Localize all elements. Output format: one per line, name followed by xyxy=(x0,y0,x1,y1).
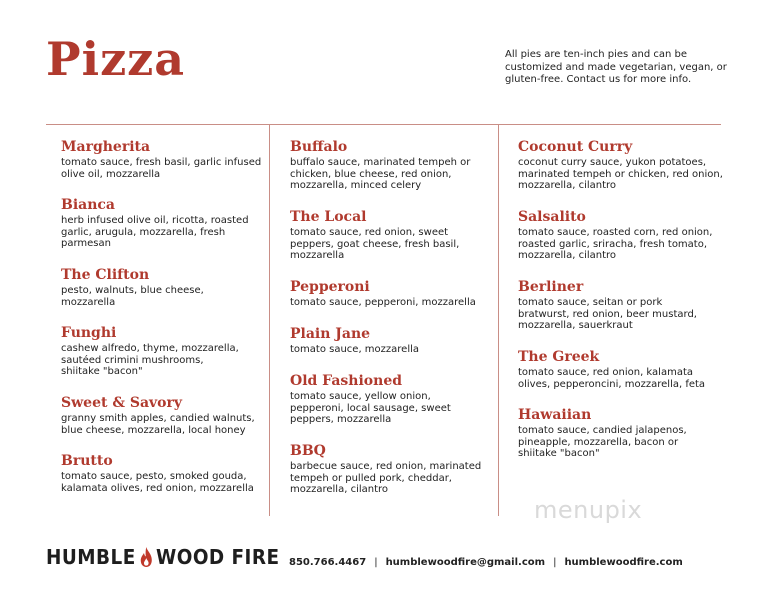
menu-item xyxy=(518,278,728,348)
brand-left: HUMBLE xyxy=(46,545,136,569)
item-name: Plain Jane xyxy=(290,326,371,342)
item-description: granny smith apples, candied walnuts, blue cheese, mozzarella, local honey xyxy=(61,413,255,436)
separator: | xyxy=(553,557,557,568)
item-name: The Greek xyxy=(518,349,600,365)
menu-item xyxy=(61,452,266,510)
item-name: Pepperoni xyxy=(290,279,370,295)
item-name: Sweet & Savory xyxy=(61,395,182,411)
brand-right: WOOD FIRE xyxy=(155,545,280,569)
menu-item xyxy=(518,138,728,208)
menu-item xyxy=(290,372,495,442)
item-description: buffalo sauce, marinated tempeh or chicken, blue cheese, red onion, mozzarella, minced celery xyxy=(290,157,471,192)
flame-icon xyxy=(138,546,153,568)
menu-item xyxy=(61,394,266,452)
item-description: tomato sauce, roasted corn, red onion, roasted garlic, sriracha, fresh tomato, mozzarella, cilantro xyxy=(518,227,713,262)
item-description: pesto, walnuts, blue cheese, mozzarella xyxy=(61,285,204,308)
menu-item xyxy=(518,208,728,278)
item-name: Berliner xyxy=(518,279,584,295)
menu-item xyxy=(518,406,728,476)
menu-item xyxy=(290,442,495,512)
phone-number: 850.766.4467 xyxy=(289,557,367,568)
item-description: barbecue sauce, red onion, marinated tempeh or pulled pork, cheddar, mozzarella, cilantro xyxy=(290,461,482,496)
item-name: The Clifton xyxy=(61,267,150,283)
item-name: The Local xyxy=(290,209,367,225)
column-divider-1 xyxy=(269,124,270,516)
top-divider xyxy=(46,124,721,125)
menu-item xyxy=(61,196,266,266)
website-url: humblewoodfire.com xyxy=(564,557,683,568)
item-name: BBQ xyxy=(290,443,326,459)
item-description: tomato sauce, seitan or pork bratwurst, red onion, beer mustard, mozzarella, sauerkraut xyxy=(518,297,697,332)
item-name: Bianca xyxy=(61,197,115,213)
item-name: Old Fashioned xyxy=(290,373,403,389)
item-name: Hawaiian xyxy=(518,407,592,423)
menu-item xyxy=(290,278,495,325)
menu-item xyxy=(290,208,495,278)
menu-item xyxy=(61,324,266,394)
item-description: tomato sauce, mozzarella xyxy=(290,344,420,355)
item-description: coconut curry sauce, yukon potatoes, marinated tempeh or chicken, red onion, mozzarella, cilantro xyxy=(518,157,723,192)
column-divider-2 xyxy=(498,124,499,516)
item-name: Coconut Curry xyxy=(518,139,633,155)
menu-item xyxy=(61,138,266,196)
item-description: tomato sauce, fresh basil, garlic infused olive oil, mozzarella xyxy=(61,157,262,180)
separator: | xyxy=(374,557,378,568)
item-name: Brutto xyxy=(61,453,113,469)
item-description: tomato sauce, yellow onion, pepperoni, local sausage, sweet peppers, mozzarella xyxy=(290,391,451,426)
item-name: Salsalito xyxy=(518,209,586,225)
menu-item xyxy=(518,348,728,406)
item-description: tomato sauce, pepperoni, mozzarella xyxy=(290,297,476,308)
item-description: tomato sauce, pesto, smoked gouda, kalamata olives, red onion, mozzarella xyxy=(61,471,254,494)
email-address: humblewoodfire@gmail.com xyxy=(385,557,546,568)
item-description: herb infused olive oil, ricotta, roasted garlic, arugula, mozzarella, fresh parmesan xyxy=(61,215,249,250)
menu-column-2 xyxy=(290,138,495,512)
item-description: tomato sauce, candied jalapenos, pineapple, mozzarella, bacon or shiitake "bacon" xyxy=(518,425,687,460)
menu-item xyxy=(290,325,495,372)
item-name: Funghi xyxy=(61,325,117,341)
menu-column-1 xyxy=(61,138,266,510)
menu-column-3 xyxy=(518,138,728,476)
menu-item xyxy=(61,266,266,324)
menu-item xyxy=(290,138,495,208)
item-description: tomato sauce, red onion, kalamata olives, pepperoncini, mozzarella, feta xyxy=(518,367,706,390)
page-title: Pizza xyxy=(46,32,186,86)
contact-bar xyxy=(289,557,683,568)
item-name: Buffalo xyxy=(290,139,348,155)
brand-logo xyxy=(46,544,280,570)
watermark: menupix xyxy=(534,496,643,524)
item-description: tomato sauce, red onion, sweet peppers, goat cheese, fresh basil, mozzarella xyxy=(290,227,460,262)
intro-note: All pies are ten-inch pies and can be customized and made vegetarian, vegan, or gluten-free. Contact us for more info. xyxy=(505,49,727,85)
item-name: Margherita xyxy=(61,139,151,155)
item-description: cashew alfredo, thyme, mozzarella, sautéed crimini mushrooms, shiitake "bacon" xyxy=(61,343,239,378)
